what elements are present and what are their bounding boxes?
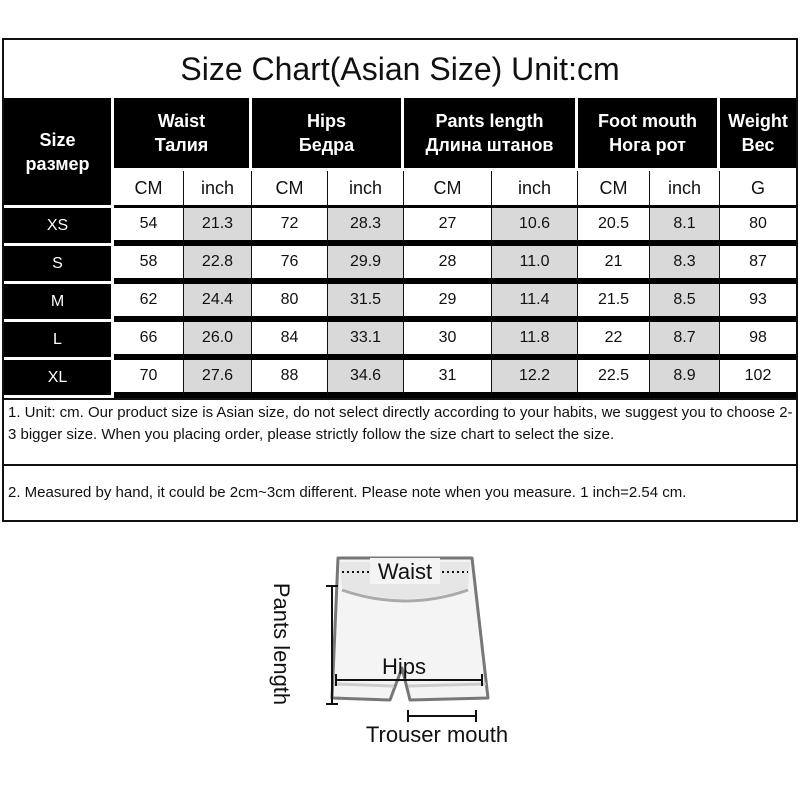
waist-header-label: Waist	[157, 111, 206, 131]
waist-label: Waist	[377, 559, 433, 584]
hips-header	[252, 98, 404, 171]
table-row	[4, 246, 796, 284]
size-chart	[2, 38, 798, 522]
size-table	[4, 98, 796, 398]
size-label: XS	[4, 208, 114, 246]
table-cell: 66	[114, 322, 184, 360]
table-cell: 62	[114, 284, 184, 322]
size-header-label: Size	[39, 129, 76, 150]
hips-header-label-ru: Бедра	[298, 135, 355, 155]
table-cell: 84	[252, 322, 328, 360]
table-cell: 54	[114, 208, 184, 246]
table-row	[4, 322, 796, 360]
table-body	[4, 208, 796, 398]
table-row	[4, 208, 796, 246]
hem-line-left	[334, 684, 394, 686]
table-cell: 8.5	[650, 284, 720, 322]
size-label: S	[4, 246, 114, 284]
table-cell: 28	[404, 246, 492, 284]
table-cell: 93	[720, 284, 796, 322]
table-cell: 30	[404, 322, 492, 360]
unit-cell: G	[720, 171, 796, 208]
unit-cell: CM	[578, 171, 650, 208]
unit-cell: CM	[252, 171, 328, 208]
table-cell: 98	[720, 322, 796, 360]
table-cell: 33.1	[328, 322, 404, 360]
pants-length-header-label-ru: Длина штанов	[425, 135, 554, 155]
size-header	[4, 98, 114, 208]
table-cell: 22.5	[578, 360, 650, 398]
table-cell: 11.0	[492, 246, 578, 284]
table-cell: 8.3	[650, 246, 720, 284]
table-cell: 70	[114, 360, 184, 398]
pants-length-header-label: Pants length	[435, 111, 544, 131]
weight-header	[720, 98, 796, 171]
chart-title: Size Chart(Asian Size) Unit:cm	[4, 40, 796, 100]
table-cell: 80	[720, 208, 796, 246]
unit-cell: CM	[114, 171, 184, 208]
header-row	[4, 98, 796, 171]
weight-header-label-ru: Вес	[741, 135, 775, 155]
shorts-diagram	[260, 550, 540, 760]
table-cell: 21.3	[184, 208, 252, 246]
trouser-mouth-label: Trouser mouth	[365, 722, 509, 747]
table-cell: 27.6	[184, 360, 252, 398]
table-cell: 102	[720, 360, 796, 398]
size-header-label-ru: размер	[25, 153, 90, 174]
weight-header-label: Weight	[728, 111, 788, 131]
note-unit: 1. Unit: cm. Our product size is Asian size, do not select directly according to your habits, we suggest you to choose 2-3 bigger size. When you placing order, please strictly follow the size chart to select the size.	[4, 398, 796, 466]
table-cell: 34.6	[328, 360, 404, 398]
unit-row	[4, 171, 796, 208]
table-cell: 20.5	[578, 208, 650, 246]
table-cell: 76	[252, 246, 328, 284]
table-cell: 8.9	[650, 360, 720, 398]
size-label: L	[4, 322, 114, 360]
table-cell: 22	[578, 322, 650, 360]
table-cell: 8.1	[650, 208, 720, 246]
size-label: XL	[4, 360, 114, 398]
table-cell: 8.7	[650, 322, 720, 360]
hips-label: Hips	[381, 654, 427, 679]
unit-cell: inch	[184, 171, 252, 208]
table-cell: 21.5	[578, 284, 650, 322]
unit-cell: inch	[650, 171, 720, 208]
unit-cell: inch	[492, 171, 578, 208]
table-cell: 10.6	[492, 208, 578, 246]
table-cell: 27	[404, 208, 492, 246]
table-cell: 21	[578, 246, 650, 284]
table-cell: 31.5	[328, 284, 404, 322]
table-row	[4, 360, 796, 398]
table-cell: 24.4	[184, 284, 252, 322]
table-cell: 72	[252, 208, 328, 246]
table-cell: 11.4	[492, 284, 578, 322]
table-row	[4, 284, 796, 322]
foot-mouth-header-label: Foot mouth	[598, 111, 697, 131]
unit-cell: inch	[328, 171, 404, 208]
waist-header-label-ru: Талия	[154, 135, 209, 155]
table-cell: 29.9	[328, 246, 404, 284]
waist-header	[114, 98, 252, 171]
foot-mouth-header-label-ru: Нога рот	[609, 135, 686, 155]
table-cell: 22.8	[184, 246, 252, 284]
table-cell: 26.0	[184, 322, 252, 360]
pants-length-header	[404, 98, 578, 171]
size-label: M	[4, 284, 114, 322]
table-cell: 88	[252, 360, 328, 398]
table-cell: 31	[404, 360, 492, 398]
table-cell: 12.2	[492, 360, 578, 398]
unit-cell: CM	[404, 171, 492, 208]
hips-header-label: Hips	[307, 111, 347, 131]
table-cell: 80	[252, 284, 328, 322]
table-cell: 29	[404, 284, 492, 322]
hem-line-right	[408, 684, 486, 686]
table-cell: 28.3	[328, 208, 404, 246]
note-measurement: 2. Measured by hand, it could be 2cm~3cm different. Please note when you measure. 1 inch=2.54 cm.	[8, 484, 687, 501]
foot-mouth-header	[578, 98, 720, 171]
pants-length-label: Pants length	[269, 582, 294, 706]
table-cell: 11.8	[492, 322, 578, 360]
table-cell: 58	[114, 246, 184, 284]
table-cell: 87	[720, 246, 796, 284]
